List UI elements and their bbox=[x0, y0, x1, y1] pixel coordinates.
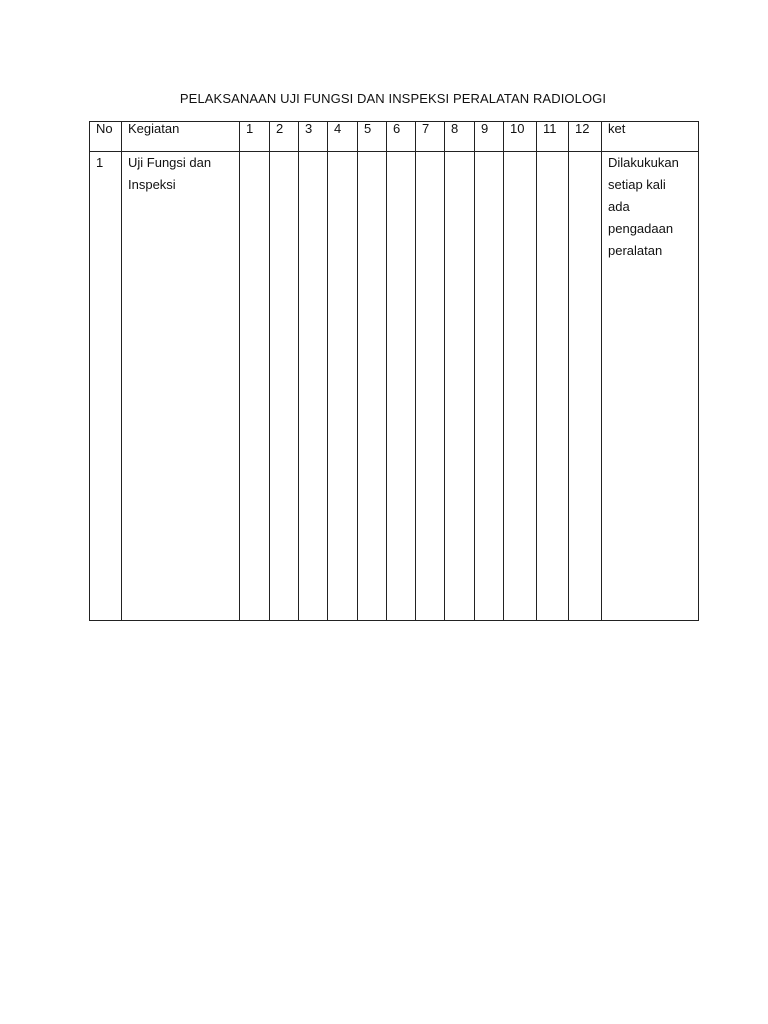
cell-activity bbox=[122, 152, 240, 621]
header-month-6: 6 bbox=[387, 122, 416, 152]
activity-line: Inspeksi bbox=[128, 177, 176, 192]
header-kegiatan: Kegiatan bbox=[122, 122, 240, 152]
cell-month-2 bbox=[270, 152, 299, 621]
header-month-10: 10 bbox=[504, 122, 537, 152]
header-month-5: 5 bbox=[358, 122, 387, 152]
header-ket: ket bbox=[602, 122, 699, 152]
schedule-table bbox=[89, 121, 699, 621]
cell-month-5 bbox=[358, 152, 387, 621]
header-no: No bbox=[90, 122, 122, 152]
cell-month-3 bbox=[299, 152, 328, 621]
cell-month-7 bbox=[416, 152, 445, 621]
note-line: peralatan bbox=[608, 243, 663, 258]
header-month-8: 8 bbox=[445, 122, 475, 152]
cell-month-8 bbox=[445, 152, 475, 621]
document-title: PELAKSANAAN UJI FUNGSI DAN INSPEKSI PERALATAN RADIOLOGI bbox=[179, 91, 607, 106]
header-month-7: 7 bbox=[416, 122, 445, 152]
cell-month-9 bbox=[475, 152, 504, 621]
header-month-9: 9 bbox=[475, 122, 504, 152]
header-month-12: 12 bbox=[569, 122, 602, 152]
cell-month-12 bbox=[569, 152, 602, 621]
header-month-3: 3 bbox=[299, 122, 328, 152]
header-month-11: 11 bbox=[537, 122, 569, 152]
cell-month-10 bbox=[504, 152, 537, 621]
table-row bbox=[90, 152, 699, 621]
table-header-row bbox=[90, 122, 699, 152]
activity-line: Uji Fungsi dan bbox=[128, 155, 212, 170]
note-line: Dilakukukan bbox=[608, 155, 679, 170]
note-line: setiap kali bbox=[608, 177, 666, 192]
cell-note bbox=[602, 152, 699, 621]
cell-no: 1 bbox=[90, 152, 122, 621]
note-line: ada bbox=[608, 199, 630, 214]
cell-month-6 bbox=[387, 152, 416, 621]
header-month-2: 2 bbox=[270, 122, 299, 152]
note-line: pengadaan bbox=[608, 221, 674, 236]
cell-month-11 bbox=[537, 152, 569, 621]
cell-month-4 bbox=[328, 152, 358, 621]
header-month-4: 4 bbox=[328, 122, 358, 152]
header-month-1: 1 bbox=[240, 122, 270, 152]
cell-month-1 bbox=[240, 152, 270, 621]
